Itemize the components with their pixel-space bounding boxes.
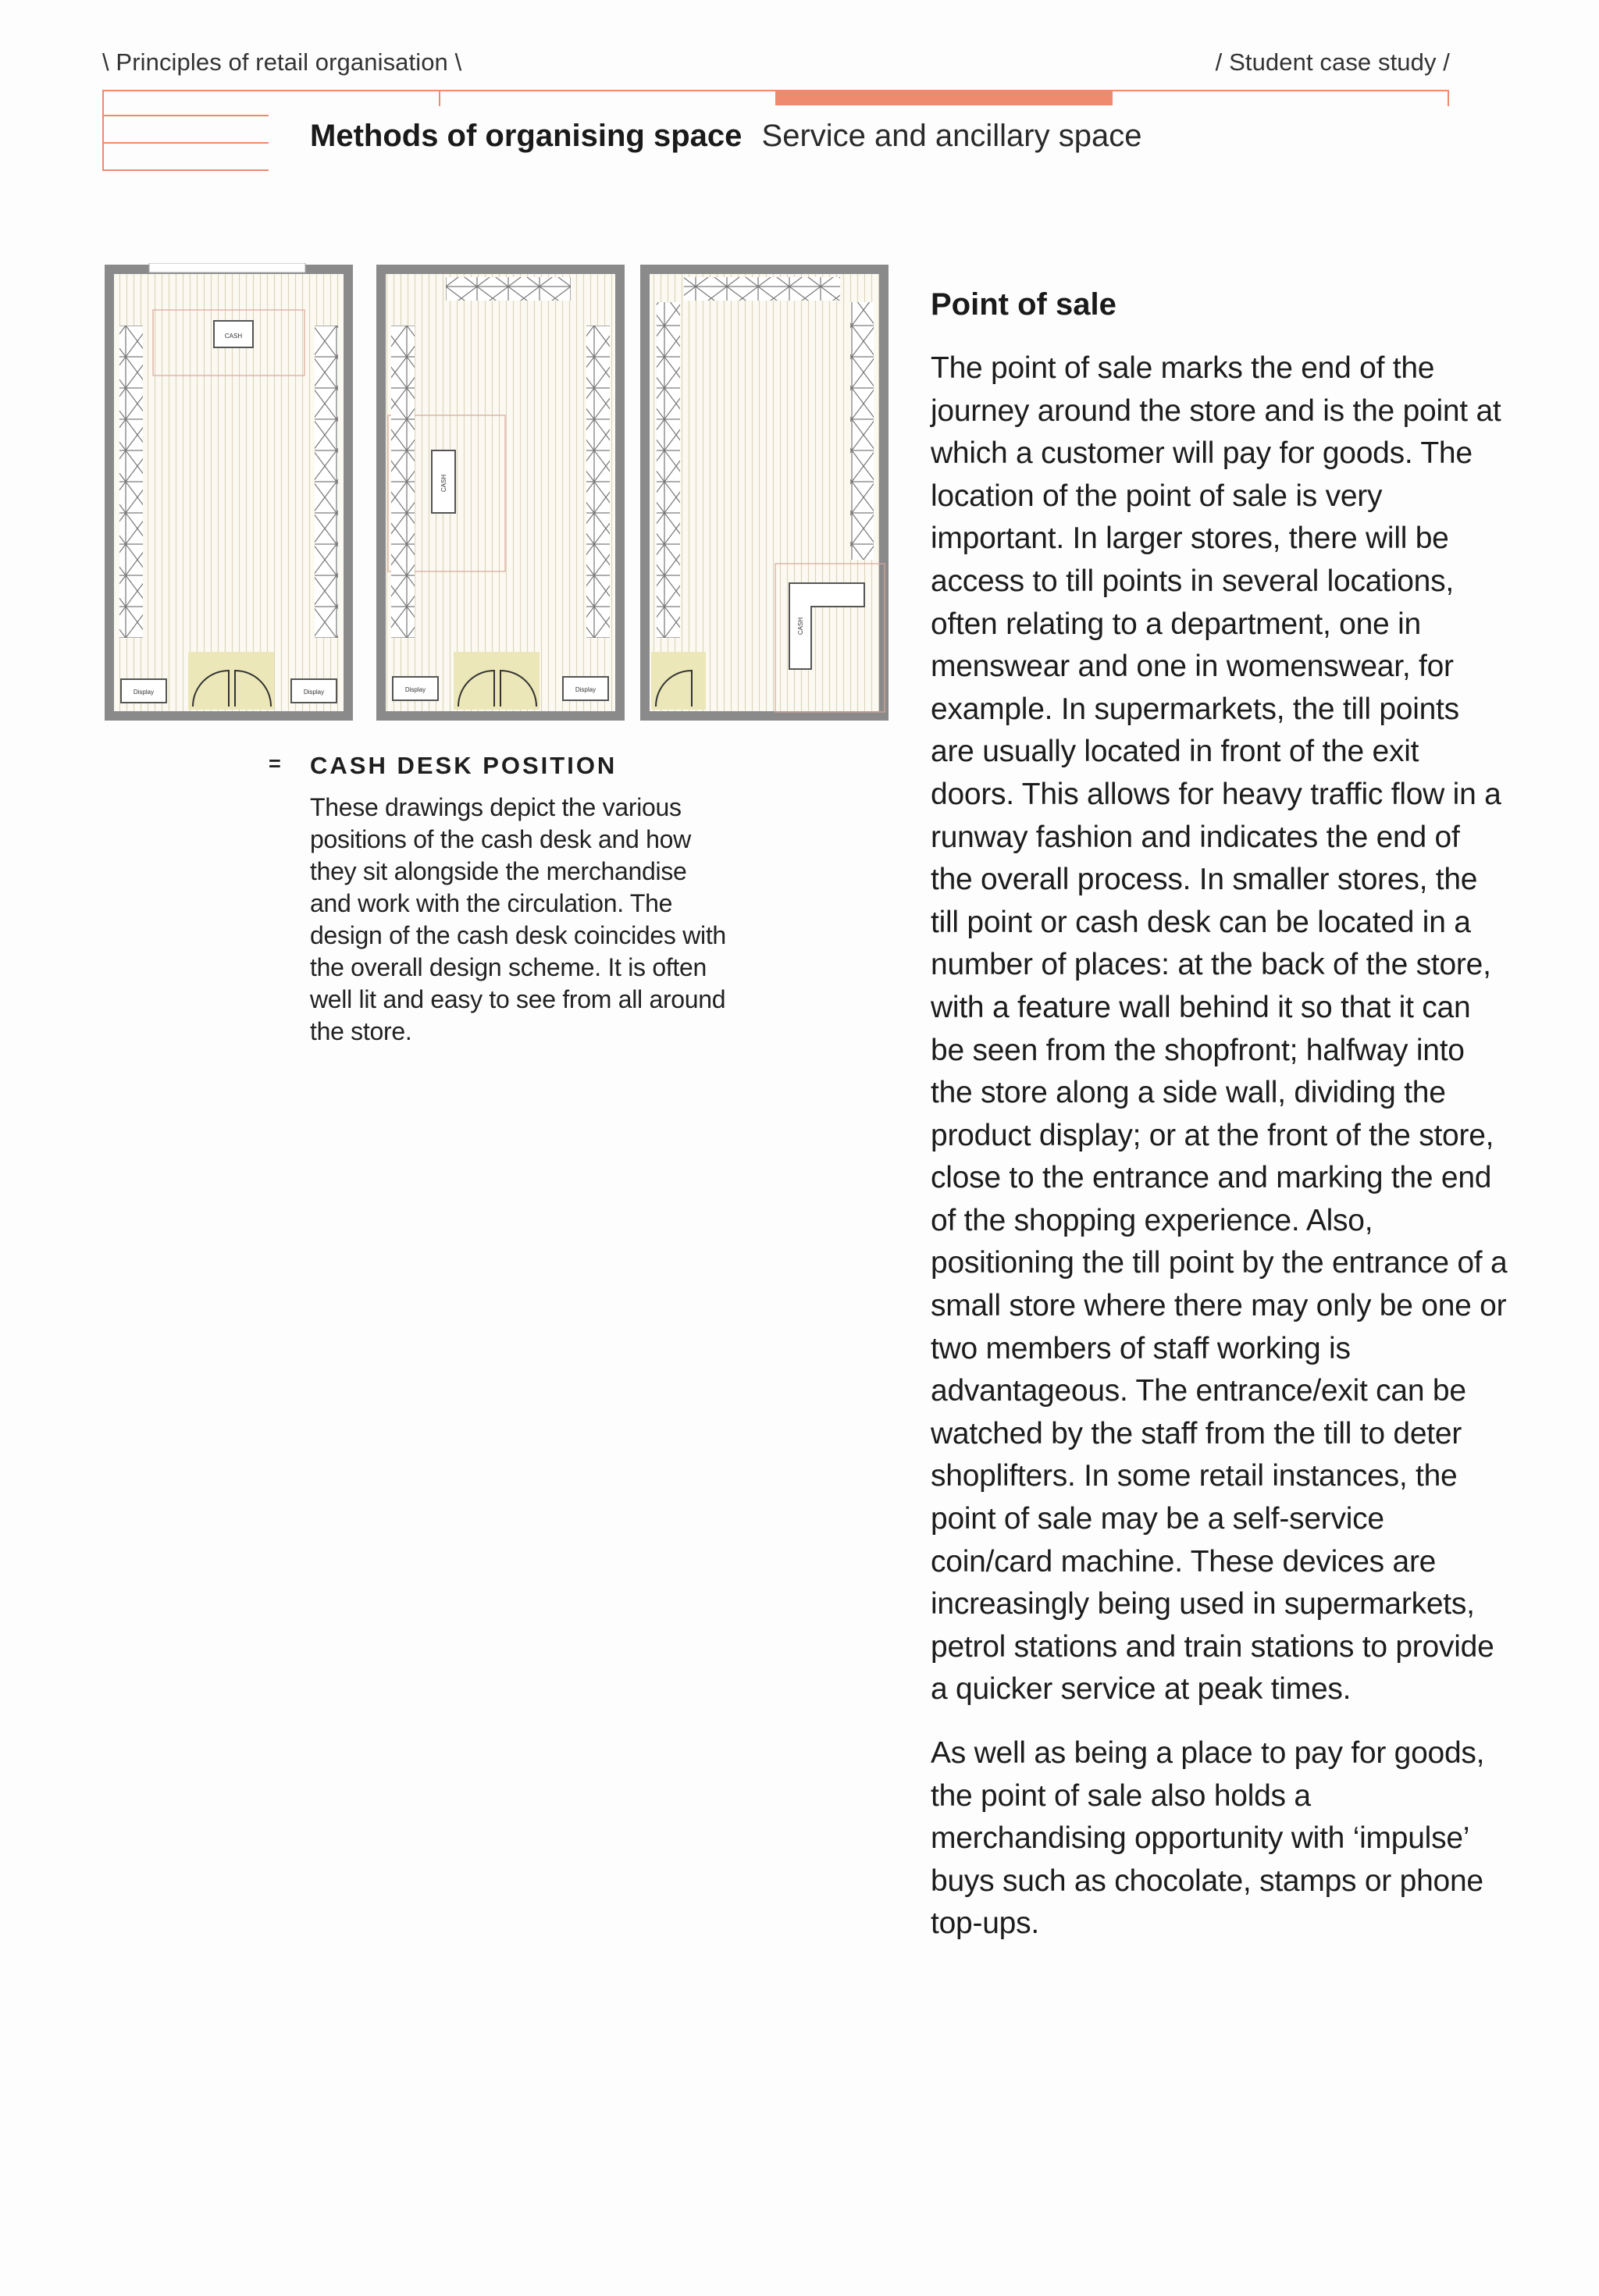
svg-text:CASH: CASH — [440, 474, 447, 493]
floor-plan-back — [109, 263, 348, 716]
svg-text:Display: Display — [575, 686, 597, 693]
nav-rule-1 — [102, 115, 269, 116]
nav-rule-2 — [102, 142, 269, 144]
floor-plan-middle — [381, 269, 620, 716]
section-title — [310, 119, 1141, 154]
nav-right-edge — [1448, 90, 1449, 106]
article-paragraph: The point of sale marks the end of the journey around the store and is the point at which a customer will pay for goods. The location of the point of sale is very important. In larger stores, there will be access to till points in several locations, often relating to a department, one in menswear and one in womenswear, for example. In supermarkets, the till points are usually located in front of the exit doors. This allows for heavy traffic flow in a runway fashion and indicates the end of the overall process. In smaller stores, the till point or cash desk can be located in a number of places: at the back of the store, with a feature wall behind it so that it can be seen from the shopfront; halfway into the store along a side wall, dividing the product display; or at the front of the store, close to the entrance and marking the end of the shopping experience. Also, positioning the till point by the entrance of a small store where there may only be one or two members of staff working is advantageous. The entrance/exit can be watched by the staff from the till to deter shoplifters. In some retail instances, the point of sale may be a self-service coin/card machine. These devices are increasingly being used in supermarkets, petrol stations and train stations to provide a quicker service at peak times. — [931, 351, 1508, 1707]
cash-label: CASH — [224, 333, 243, 340]
section-title-sub: Service and ancillary space — [761, 119, 1142, 153]
running-header-left: \ Principles of retail organisation \ — [102, 48, 462, 76]
svg-text:CASH: CASH — [797, 617, 804, 635]
running-header-right: / Student case study / — [1215, 48, 1450, 76]
nav-rule-3 — [102, 169, 269, 171]
nav-divider — [439, 90, 440, 106]
caption-bullet: = — [269, 752, 281, 775]
nav-left-edge — [102, 90, 104, 171]
cash-desk-floor-plans — [102, 263, 891, 724]
svg-text:Display: Display — [303, 689, 325, 696]
article-column — [931, 287, 1508, 1967]
section-title-main: Methods of organising space — [310, 119, 743, 153]
article-heading: Point of sale — [931, 287, 1116, 322]
caption-title: CASH DESK POSITION — [310, 752, 618, 779]
svg-text:Display: Display — [404, 686, 426, 693]
caption-text: These drawings depict the various positions of the cash desk and how they sit alongside the merchandise and work with the circulation. The design of the cash desk coincides with the overall design scheme. It is often well lit and easy to see from all around the store. — [310, 793, 726, 1045]
nav-active-segment — [775, 90, 1113, 105]
svg-text:Display: Display — [133, 689, 155, 696]
floor-plan-front — [645, 269, 885, 716]
article-paragraph: As well as being a place to pay for goods, the point of sale also holds a merchandising opportunity with ‘impulse’ buys such as chocolate, stamps or phone top-ups. — [931, 1736, 1485, 1941]
